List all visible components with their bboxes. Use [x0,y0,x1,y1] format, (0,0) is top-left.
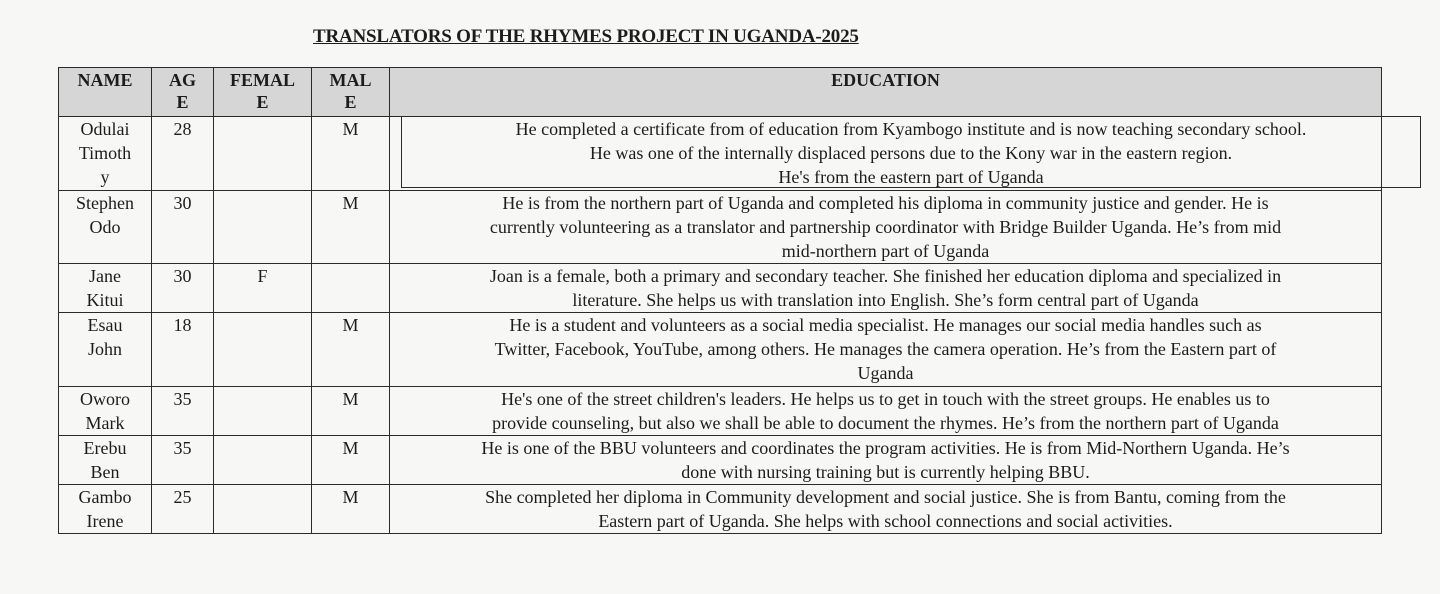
male-cell: M [312,117,390,191]
male-cell [312,264,390,313]
age-cell: 30 [152,264,214,313]
age-cell: 35 [152,387,214,436]
table-row [59,191,1382,264]
female-cell [214,191,312,264]
female-cell [214,436,312,485]
age-cell: 18 [152,313,214,387]
header-female: FEMAL E [214,68,312,117]
header-name: NAME [59,68,152,117]
education-cell: He is a student and volunteers as a social media specialist. He manages our social media handles such as Twitter, Facebook, YouTube, among others. He manages the camera operation. He’s from the Eastern part of Uganda [390,313,1382,387]
education-cell: She completed her diploma in Community development and social justice. She is from Bantu, coming from the Eastern part of Uganda. She helps with school connections and social activities. [390,485,1382,534]
name-cell: Stephen Odo [59,191,152,264]
document-title: TRANSLATORS OF THE RHYMES PROJECT IN UGANDA-2025 [313,26,859,47]
table-row [59,313,1382,387]
male-cell: M [312,436,390,485]
female-cell [214,485,312,534]
name-cell: Oworo Mark [59,387,152,436]
male-cell: M [312,485,390,534]
name-cell: Erebu Ben [59,436,152,485]
male-cell: M [312,191,390,264]
name-cell: Esau John [59,313,152,387]
table-row [59,485,1382,534]
female-cell [214,313,312,387]
name-cell: Gambo Irene [59,485,152,534]
header-male: MAL E [312,68,390,117]
male-cell: M [312,387,390,436]
education-cell: He is from the northern part of Uganda and completed his diploma in community justice and gender. He is currently volunteering as a translator and partnership coordinator with Bridge Builder Uganda. He’s from mid mid-northern part of Uganda [390,191,1382,264]
age-cell: 25 [152,485,214,534]
header-row [59,68,1382,117]
female-cell: F [214,264,312,313]
female-cell [214,117,312,191]
education-cell: He's one of the street children's leaders. He helps us to get in touch with the street groups. He enables us to provide counseling, but also we shall be able to document the rhymes. He’s from the northern part of Uganda [390,387,1382,436]
education-textbox-row-1: He completed a certificate from of education from Kyambogo institute and is now teaching secondary school. He was one of the internally displaced persons due to the Kony war in the eastern region. He's from the eastern part of Uganda [401,116,1421,188]
table-row [59,264,1382,313]
male-cell: M [312,313,390,387]
age-cell: 30 [152,191,214,264]
name-cell: Odulai Timoth y [59,117,152,191]
age-cell: 28 [152,117,214,191]
table-row [59,436,1382,485]
header-age: AG E [152,68,214,117]
age-cell: 35 [152,436,214,485]
name-cell: Jane Kitui [59,264,152,313]
header-education: EDUCATION [390,68,1382,117]
female-cell [214,387,312,436]
table-row [59,387,1382,436]
education-cell: Joan is a female, both a primary and secondary teacher. She finished her education diploma and specialized in literature. She helps us with translation into English. She’s form central part of Uganda [390,264,1382,313]
education-cell: He is one of the BBU volunteers and coordinates the program activities. He is from Mid-Northern Uganda. He’s done with nursing training but is currently helping BBU. [390,436,1382,485]
